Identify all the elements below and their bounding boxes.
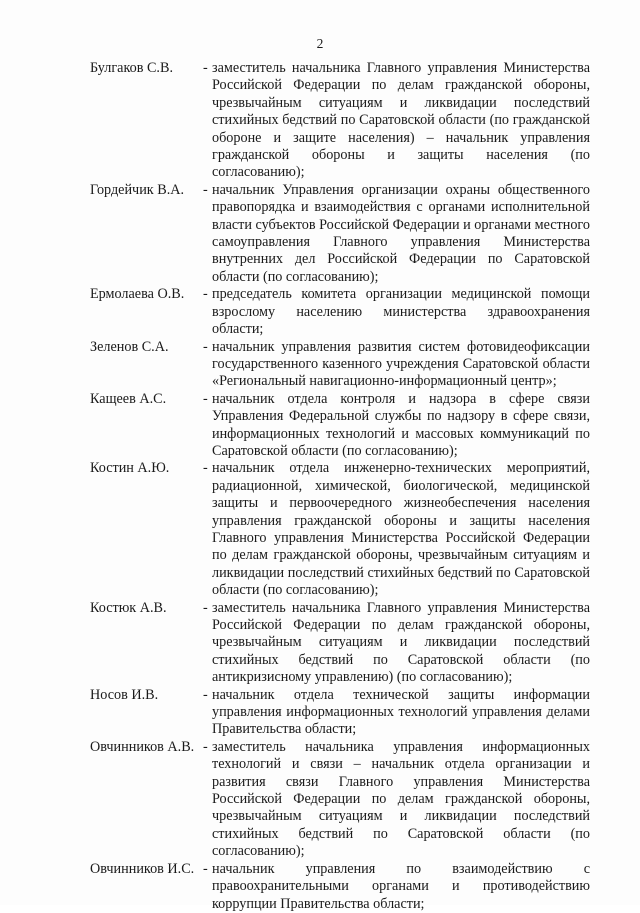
member-position: начальник отдела контроля и надзора в сфере связи Управления Федеральной службы по надзору в сфере связи, информационных технологий и массовых коммуникаций по Саратовской области (по согласованию);: [212, 390, 590, 459]
dash-separator: -: [203, 181, 208, 198]
list-item: [90, 861, 590, 913]
list-item: [90, 182, 590, 286]
member-position: заместитель начальника Главного управления Министерства Российской Федерации по делам гражданской обороны, чрезвычайным ситуациям и ликвидации последствий стихийных бедствий по Саратовской области (по гражданской обороне и защите населения) – начальник управления гражданской обороны и защиты населения (по согласованию);: [212, 60, 590, 181]
dash-separator: -: [203, 338, 208, 355]
member-name: Костин А.Ю.: [90, 460, 170, 477]
dash-separator: -: [203, 286, 208, 303]
list-item: [90, 339, 590, 391]
list-item: [90, 60, 590, 182]
member-name: Булгаков С.В.: [90, 60, 173, 76]
member-position: начальник отдела технической защиты информации управления информационных технологий управления делами Правительства области;: [212, 686, 590, 738]
dash-separator: -: [203, 60, 208, 76]
member-name: Зеленов С.А.: [90, 338, 169, 355]
member-name: Ермолаева О.В.: [90, 286, 185, 303]
member-position: начальник управления по взаимодействию с правоохранительными органами и противодействию коррупции Правительства области;: [212, 860, 590, 912]
member-position: начальник отдела инженерно-технических мероприятий, радиационной, химической, биологической, медицинской защиты и первоочередного жизнеобеспечения населения управления гражданской обороны и защиты населения Главного управления Министерства Российской Федерации по делам гражданской обороны, чрезвычайным ситуациям и ликвидации последствий стихийных бедствий по Саратовской области (по согласованию);: [212, 460, 590, 599]
list-item: [90, 739, 590, 861]
dash-separator: -: [203, 460, 208, 477]
member-name: Овчинников А.В.: [90, 738, 195, 755]
list-item: [90, 460, 590, 599]
list-item: [90, 687, 590, 739]
dash-separator: -: [203, 860, 208, 877]
member-position: заместитель начальника Главного управления Министерства Российской Федерации по делам гражданской обороны, чрезвычайным ситуациям и ликвидации последствий стихийных бедствий по Саратовской области (по антикризисному управлению) (по согласованию);: [212, 599, 590, 686]
dash-separator: -: [203, 686, 208, 703]
member-position: начальник Управления организации охраны общественного правопорядка и взаимодействия с органами исполнительной власти субъектов Российской Федерации и органами местного самоуправления Главного управления Министерства внутренних дел Российской Федерации по Саратовской области (по согласованию);: [212, 181, 590, 285]
dash-separator: -: [203, 599, 208, 616]
member-name: Овчинников И.С.: [90, 860, 195, 877]
member-position: заместитель начальника управления информационных технологий и связи – начальник отдела организации и развития связи Главного управления Министерства Российской Федерации по делам гражданской обороны, чрезвычайным ситуациям и ликвидации последствий стихийных бедствий по Саратовской области (по согласованию);: [212, 738, 590, 860]
list-item: [90, 600, 590, 687]
dash-separator: -: [203, 390, 208, 407]
member-name: Носов И.В.: [90, 686, 159, 703]
page-number: 2: [316, 36, 324, 51]
member-name: Костюк А.В.: [90, 599, 167, 616]
member-list: [90, 60, 590, 913]
list-item: [90, 391, 590, 461]
member-name: Кащеев А.С.: [90, 390, 167, 407]
member-position: начальник управления развития систем фотовидеофиксации государственного казенного учреждения Саратовской области «Региональный навигационно-информационный центр»;: [212, 338, 590, 390]
list-item: [90, 286, 590, 338]
member-position: председатель комитета организации медицинской помощи взрослому населению министерства здравоохранения области;: [212, 286, 590, 338]
dash-separator: -: [203, 738, 208, 755]
member-name: Гордейчик В.А.: [90, 181, 185, 198]
